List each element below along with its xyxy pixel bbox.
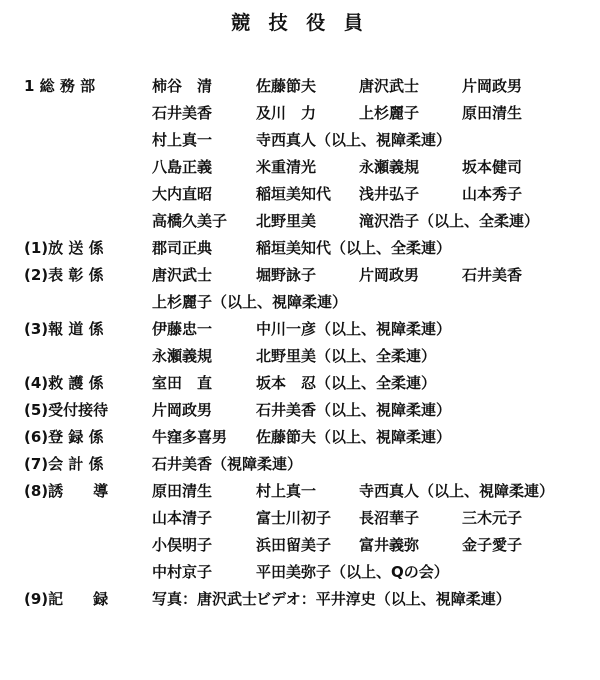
official-name: 唐沢武士	[152, 266, 213, 284]
official-name: 村上真一	[256, 482, 317, 500]
officials-row	[0, 534, 600, 560]
section-category: (7)会 計 係	[24, 455, 104, 473]
officials-row	[0, 507, 600, 533]
official-name: 永瀬義規	[152, 347, 213, 365]
section-category: (1)放 送 係	[24, 239, 104, 257]
officials-row	[0, 561, 600, 587]
official-name: 北野里美	[256, 212, 317, 230]
official-name: 富井義弥	[359, 536, 420, 554]
official-name: 長沼華子	[359, 509, 420, 527]
official-name: 稲垣美知代	[256, 185, 332, 203]
section-category: (6)登 録 係	[24, 428, 104, 446]
official-name: 滝沢浩子（以上、全柔連）	[359, 212, 540, 230]
official-name: 伊藤忠一	[152, 320, 213, 338]
official-name: 原田清生	[462, 104, 523, 122]
official-name: 大内直昭	[152, 185, 213, 203]
official-name: 原田清生	[152, 482, 213, 500]
official-name: 浜田留美子	[256, 536, 332, 554]
officials-row	[0, 264, 600, 290]
official-name: 山本秀子	[462, 185, 523, 203]
official-name: 稲垣美知代（以上、全柔連）	[256, 239, 452, 257]
official-name: 小俣明子	[152, 536, 213, 554]
official-name: 及川 力	[256, 104, 317, 122]
official-name: 八島正義	[152, 158, 213, 176]
official-name: 堀野詠子	[256, 266, 317, 284]
officials-row	[0, 75, 600, 101]
official-name: 浅井弘子	[359, 185, 420, 203]
officials-row	[0, 399, 600, 425]
section-category: (9)記 録	[24, 590, 109, 608]
officials-row	[0, 210, 600, 236]
section-category: (2)表 彰 係	[24, 266, 104, 284]
official-name: 金子愛子	[462, 536, 523, 554]
officials-row	[0, 453, 600, 479]
official-name: 石井美香（視障柔連）	[152, 455, 303, 473]
official-name: 片岡政男	[359, 266, 420, 284]
official-name: 牛窪多喜男	[152, 428, 228, 446]
official-name: 米重清光	[256, 158, 317, 176]
official-name: 上杉麗子（以上、視障柔連）	[152, 293, 348, 311]
official-name: 石井美香	[462, 266, 523, 284]
official-name: ビデオ：平井淳史（以上、視障柔連）	[256, 590, 511, 608]
official-name: 写真：唐沢武士	[152, 590, 258, 608]
official-name: 片岡政男	[152, 401, 213, 419]
official-name: 坂本健司	[462, 158, 523, 176]
official-name: 石井美香（以上、視障柔連）	[256, 401, 452, 419]
officials-row	[0, 129, 600, 155]
official-name: 永瀬義規	[359, 158, 420, 176]
official-name: 山本清子	[152, 509, 213, 527]
official-name: 富士川初子	[256, 509, 332, 527]
section-category: (8)誘 導	[24, 482, 109, 500]
officials-row	[0, 183, 600, 209]
section-category: (5)受付接待	[24, 401, 109, 419]
section-category: (3)報 道 係	[24, 320, 104, 338]
official-name: 高橋久美子	[152, 212, 228, 230]
officials-row	[0, 237, 600, 263]
official-name: 三木元子	[462, 509, 523, 527]
official-name: 柿谷 清	[152, 77, 213, 95]
official-name: 上杉麗子	[359, 104, 420, 122]
section-category: (4)救 護 係	[24, 374, 104, 392]
official-name: 中村京子	[152, 563, 213, 581]
official-name: 北野里美（以上、全柔連）	[256, 347, 437, 365]
official-name: 坂本 忍（以上、全柔連）	[256, 374, 437, 392]
official-name: 佐藤節夫	[256, 77, 317, 95]
officials-row	[0, 156, 600, 182]
officials-row	[0, 102, 600, 128]
official-name: 石井美香	[152, 104, 213, 122]
officials-row	[0, 318, 600, 344]
official-name: 中川一彦（以上、視障柔連）	[256, 320, 452, 338]
official-name: 唐沢武士	[359, 77, 420, 95]
page-title: 競 技 役 員	[231, 12, 369, 34]
official-name: 片岡政男	[462, 77, 523, 95]
officials-row	[0, 426, 600, 452]
section-category: 1 総 務 部	[24, 77, 96, 95]
official-name: 村上真一	[152, 131, 213, 149]
official-name: 寺西真人（以上、視障柔連）	[359, 482, 555, 500]
official-name: 佐藤節夫（以上、視障柔連）	[256, 428, 452, 446]
officials-row	[0, 372, 600, 398]
official-name: 平田美弥子（以上、Qの会）	[256, 563, 449, 581]
officials-row	[0, 480, 600, 506]
official-name: 寺西真人（以上、視障柔連）	[256, 131, 452, 149]
official-name: 室田 直	[152, 374, 213, 392]
officials-row	[0, 588, 600, 614]
official-name: 郡司正典	[152, 239, 213, 257]
officials-row	[0, 345, 600, 371]
officials-row	[0, 291, 600, 317]
